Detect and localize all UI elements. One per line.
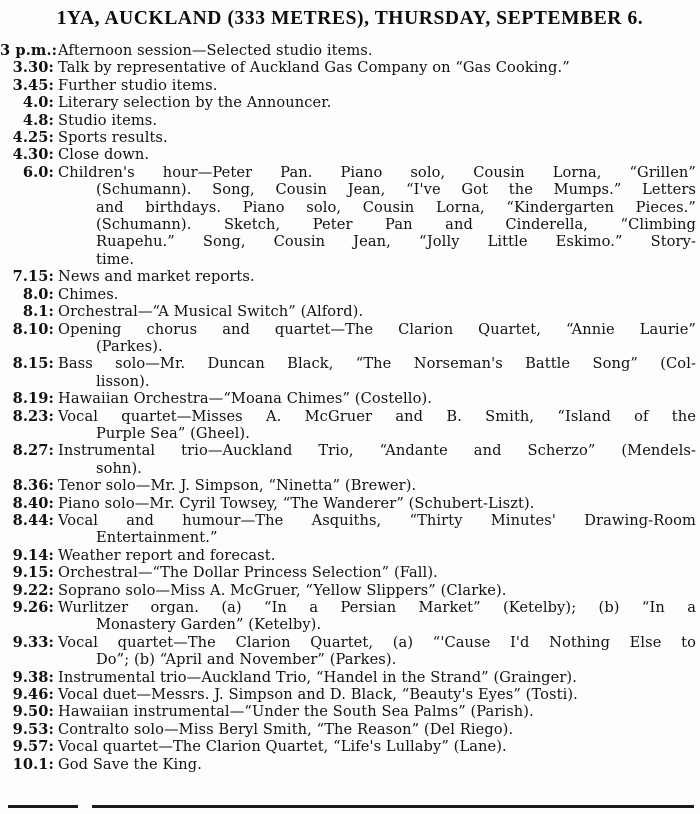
- entry-text: Piano solo—Mr. Cyril Towsey, “The Wanderer” (Schubert-Liszt).: [58, 494, 535, 512]
- entry-time: 10.1:: [12, 755, 54, 773]
- entry-text: Wurlitzer organ. (a) “In a Persian Market” (Ketelby); (b) “In a: [58, 599, 696, 616]
- programme-entry: [0, 286, 696, 303]
- entry-text-continued: Ruapehu.” Song, Cousin Jean, “Jolly Little Eskimo.” Story-: [96, 233, 696, 251]
- entry-text-continued: (Schumann). Song, Cousin Jean, “I've Got the Mumps.” Letters: [96, 181, 696, 199]
- programme-entry: [0, 442, 696, 477]
- entry-time: 8.1:: [22, 303, 54, 321]
- entry-time: 4.30:: [12, 146, 54, 164]
- entry-time: 3.45:: [12, 76, 54, 94]
- programme-entry: [0, 129, 696, 146]
- entry-time: 8.27:: [12, 442, 54, 460]
- entry-text: News and market reports.: [58, 268, 255, 286]
- entry-time: 8.23:: [12, 407, 54, 425]
- entry-text: Orchestral—“A Musical Switch” (Alford).: [58, 303, 364, 321]
- entry-text: Studio items.: [58, 111, 158, 129]
- programme-entry: [0, 582, 696, 599]
- entry-text-continued: Purple Sea” (Gheel).: [96, 424, 250, 442]
- entry-text: Vocal quartet—Misses A. McGruer and B. Smith, “Island of the: [58, 407, 696, 425]
- entry-time: 9.14:: [12, 546, 54, 564]
- entry-text-continued: time.: [96, 250, 135, 268]
- programme-entry: [0, 94, 696, 111]
- entry-time: 9.50:: [12, 703, 54, 721]
- programme-listing: [0, 42, 696, 773]
- entry-text: Hawaiian instrumental—“Under the South Sea Palms” (Parish).: [58, 703, 534, 721]
- entry-time: 8.19:: [12, 390, 54, 408]
- entry-text-continued: and birthdays. Piano solo, Cousin Lorna, “Kindergarten Pieces.”: [96, 198, 696, 216]
- entry-text: Literary selection by the Announcer.: [58, 94, 332, 112]
- programme-entry: [0, 738, 696, 755]
- entry-text: Vocal quartet—The Clarion Quartet, “Life's Lullaby” (Lane).: [58, 738, 507, 756]
- programme-entry: [0, 686, 696, 703]
- programme-entry: [0, 599, 696, 634]
- programme-entry: [0, 512, 696, 547]
- entry-text-continued: (Schumann). Sketch, Peter Pan and Cinderella, “Climbing: [96, 216, 696, 234]
- entry-text: Hawaiian Orchestra—“Moana Chimes” (Costello).: [58, 390, 432, 408]
- entry-time: 9.57:: [12, 738, 54, 756]
- entry-text: Vocal quartet—The Clarion Quartet, (a) “'Cause I'd Nothing Else to: [58, 633, 696, 651]
- entry-text: Sports results.: [58, 129, 168, 147]
- entry-text: Bass solo—Mr. Duncan Black, “The Norseman's Battle Song” (Col-: [58, 355, 696, 373]
- programme-entry: [0, 164, 696, 268]
- entry-time: 8.10:: [12, 320, 54, 338]
- entry-text: Contralto solo—Miss Beryl Smith, “The Reason” (Del Riego).: [58, 720, 514, 738]
- programme-entry: [0, 408, 696, 443]
- entry-text: Instrumental trio—Auckland Trio, “Andante and Scherzo” (Mendels-: [58, 442, 696, 460]
- entry-time: 4.8:: [22, 111, 54, 129]
- entry-time: 9.26:: [12, 599, 54, 616]
- entry-time: 9.33:: [12, 633, 54, 651]
- entry-text: Soprano solo—Miss A. McGruer, “Yellow Slippers” (Clarke).: [58, 581, 507, 599]
- programme-entry: [0, 112, 696, 129]
- entry-text: Weather report and forecast.: [58, 546, 276, 564]
- programme-entry: [0, 355, 696, 390]
- bottom-rule-right: [92, 805, 694, 808]
- programme-entry: [0, 303, 696, 320]
- entry-text-continued: Entertainment.”: [96, 529, 218, 547]
- entry-text: Afternoon session—Selected studio items.: [58, 42, 373, 59]
- programme-entry: [0, 703, 696, 720]
- entry-text: Talk by representative of Auckland Gas Company on “Gas Cooking.”: [58, 59, 570, 77]
- programme-entry: [0, 721, 696, 738]
- entry-time: 9.46:: [12, 686, 54, 704]
- entry-text-continued: (Parkes).: [96, 337, 163, 355]
- entry-time: 9.38:: [12, 668, 54, 686]
- programme-entry: [0, 268, 696, 285]
- entry-time: 3.30:: [12, 59, 54, 77]
- entry-text-continued: sohn).: [96, 459, 143, 477]
- entry-time: 3 p.m.:: [0, 42, 58, 59]
- entry-text: Instrumental trio—Auckland Trio, “Handel in the Strand” (Grainger).: [58, 668, 577, 686]
- programme-entry: [0, 756, 696, 773]
- entry-time: 8.36:: [12, 477, 54, 495]
- programme-entry: [0, 477, 696, 494]
- programme-entry: [0, 564, 696, 581]
- entry-text-continued: Monastery Garden” (Ketelby).: [96, 616, 322, 634]
- entry-time: 9.53:: [12, 720, 54, 738]
- bottom-rule-left: [8, 805, 78, 808]
- programme-entry: [0, 146, 696, 163]
- entry-time: 6.0:: [22, 163, 54, 181]
- page-title: 1YA, AUCKLAND (333 METRES), THURSDAY, SEPTEMBER 6.: [56, 8, 644, 29]
- entry-time: 9.22:: [12, 581, 54, 599]
- entry-time: 8.0:: [22, 285, 54, 303]
- entry-text: Orchestral—“The Dollar Princess Selection” (Fall).: [58, 564, 438, 582]
- entry-time: 9.15:: [12, 564, 54, 582]
- programme-entry: [0, 59, 696, 76]
- entry-time: 8.40:: [12, 494, 54, 512]
- entry-text: Opening chorus and quartet—The Clarion Quartet, “Annie Laurie”: [58, 320, 696, 338]
- entry-time: 8.15:: [12, 355, 54, 373]
- entry-text: Children's hour—Peter Pan. Piano solo, Cousin Lorna, “Grillen”: [58, 163, 696, 181]
- entry-text: Close down.: [58, 146, 150, 164]
- programme-entry: [0, 669, 696, 686]
- entry-text: God Save the King.: [58, 755, 202, 773]
- entry-text: Further studio items.: [58, 76, 218, 94]
- entry-time: 8.44:: [12, 511, 54, 529]
- programme-entry: [0, 42, 696, 59]
- programme-entry: [0, 390, 696, 407]
- entry-time: 4.0:: [22, 94, 54, 112]
- entry-text: Tenor solo—Mr. J. Simpson, “Ninetta” (Brewer).: [58, 477, 417, 495]
- programme-entry: [0, 321, 696, 356]
- entry-text: Vocal duet—Messrs. J. Simpson and D. Black, “Beauty's Eyes” (Tosti).: [58, 686, 578, 704]
- programme-entry: [0, 77, 696, 94]
- programme-entry: [0, 495, 696, 512]
- entry-time: 4.25:: [12, 129, 54, 147]
- entry-text-continued: lisson).: [96, 372, 150, 390]
- entry-text-continued: Do”; (b) “April and November” (Parkes).: [96, 651, 397, 669]
- programme-entry: [0, 634, 696, 669]
- entry-text: Vocal and humour—The Asquiths, “Thirty Minutes' Drawing-Room: [58, 511, 696, 529]
- entry-text: Chimes.: [58, 285, 119, 303]
- programme-entry: [0, 547, 696, 564]
- entry-time: 7.15:: [12, 268, 54, 286]
